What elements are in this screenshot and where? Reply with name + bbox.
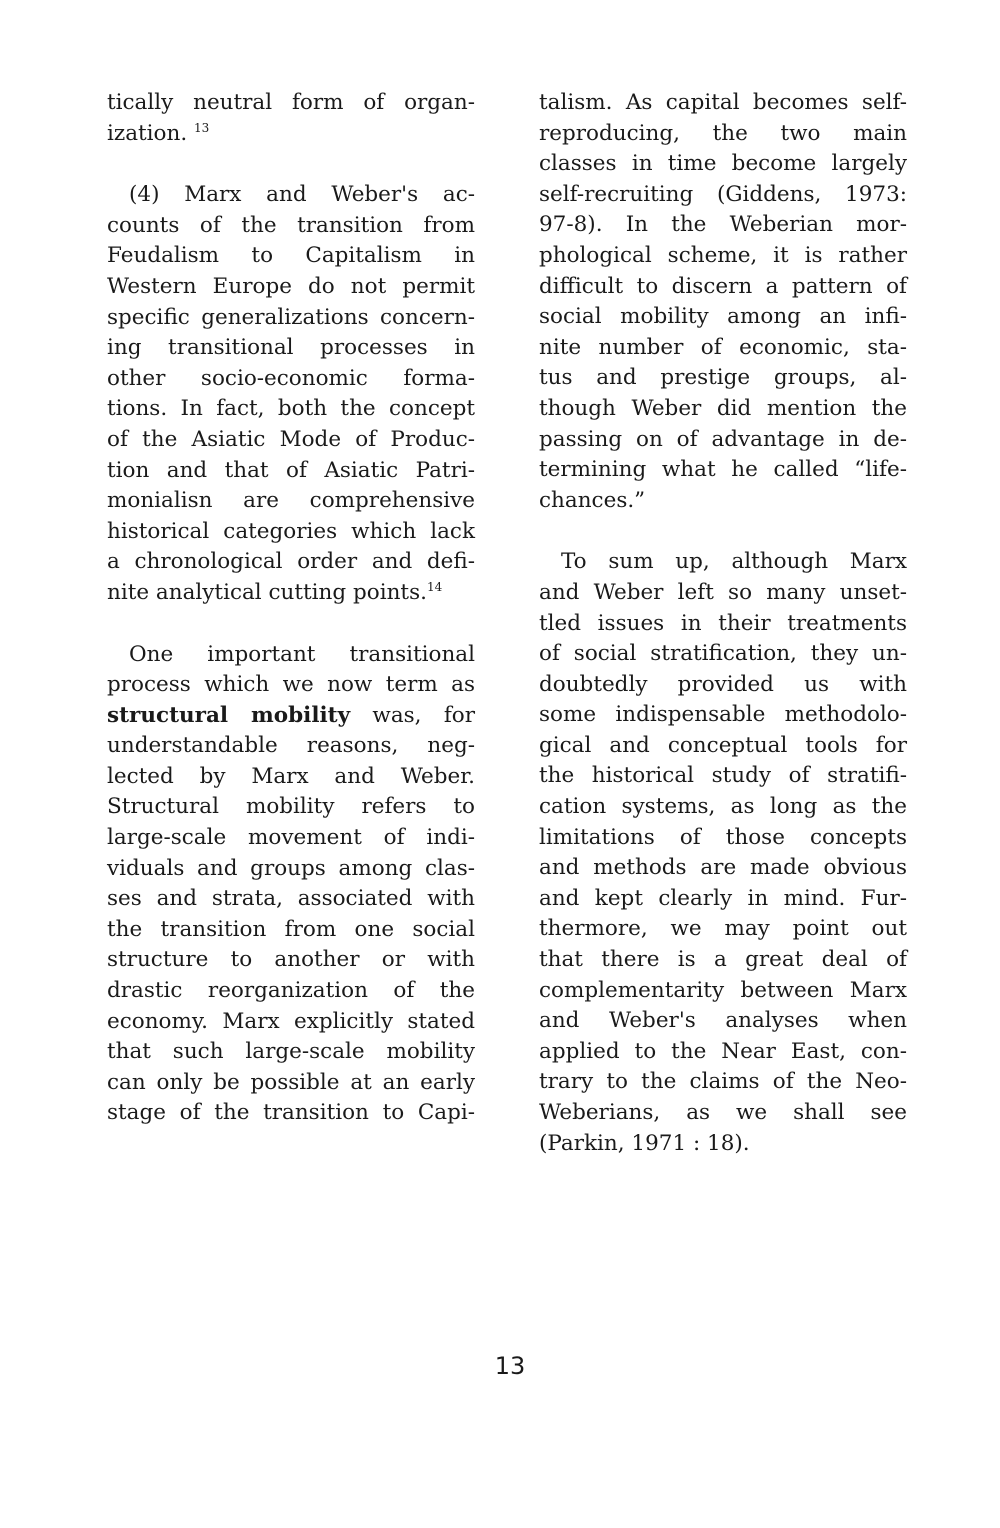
text-fragment: was, for <box>350 702 475 728</box>
text-line: tically neutral form of organ- <box>107 90 475 115</box>
text-line: can only be possible at an early <box>107 1069 475 1095</box>
text-line: One important transitional <box>129 641 475 667</box>
text-line: of social stratification, they un- <box>539 641 907 667</box>
paragraph <box>107 180 475 608</box>
text-line: 97-8). In the Weberian mor- <box>539 212 907 238</box>
text-line: phological scheme, it is rather <box>539 242 907 268</box>
text-line: ing transitional processes in <box>107 335 475 361</box>
text-line: a chronological order and defi- <box>107 549 475 575</box>
text-line: Weberians, as we shall see <box>539 1100 907 1125</box>
text-line: and methods are made obvious <box>539 855 907 881</box>
text-line: monialisn are comprehensive <box>107 488 475 514</box>
text-line: classes in time become largely <box>539 151 907 177</box>
text-line: tus and prestige groups, al- <box>539 365 907 391</box>
text-line: of the Asiatic Mode of Produc- <box>107 426 475 452</box>
text-line: self-recruiting (Giddens, 1973: <box>539 181 907 207</box>
text-fragment: ization. <box>107 120 188 146</box>
text-line: that there is a great deal of <box>539 947 907 973</box>
text-line <box>107 119 475 150</box>
paragraph <box>539 547 907 1159</box>
text-line: passing on of advantage in de- <box>539 426 907 452</box>
text-line: reproducing, the two main <box>539 120 907 146</box>
left-column <box>107 88 475 1160</box>
page-number: 13 <box>494 1352 526 1380</box>
text-line: nite number of economic, sta- <box>539 334 907 360</box>
text-line: though Weber did mention the <box>539 395 907 421</box>
text-line: some indispensable methodolo- <box>539 702 907 728</box>
text-line: applied to the Near East, con- <box>539 1038 907 1064</box>
text-line: drastic reorganization of the <box>107 978 475 1004</box>
text-line: the transition from one social <box>107 916 475 942</box>
text-line: trary to the claims of the Neo- <box>539 1069 907 1095</box>
text-line: and Weber's analyses when <box>539 1008 907 1034</box>
text-line: tion and that of Asiatic Patri- <box>107 457 475 483</box>
text-line: (Parkin, 1971 : 18). <box>539 1130 750 1156</box>
text-line: process which we now term as <box>107 672 475 698</box>
text-line: specific generalizations concern- <box>107 304 475 330</box>
text-line: tions. In fact, both the concept <box>107 396 475 422</box>
text-line: complementarity between Marx <box>539 977 907 1003</box>
text-line: that such large-scale mobility <box>107 1039 475 1065</box>
text-line: cation systems, as long as the <box>539 794 907 820</box>
text-line: the historical study of stratifi- <box>539 763 907 789</box>
text-line: social mobility among an infi- <box>539 304 907 330</box>
text-line: Feudalism to Capitalism in <box>107 243 475 269</box>
text-line: tled issues in their treatments <box>539 610 907 636</box>
text-line: economy. Marx explicitly stated <box>107 1008 475 1034</box>
text-line: stage of the transition to Capi- <box>107 1100 475 1126</box>
text-line: gical and conceptual tools for <box>539 732 907 758</box>
text-line: structure to another or with <box>107 947 475 973</box>
text-line: lected by Marx and Weber. <box>107 763 475 789</box>
text-line: viduals and groups among clas- <box>107 855 475 881</box>
text-line: Structural mobility refers to <box>107 794 475 820</box>
text-line: thermore, we may point out <box>539 916 907 942</box>
text-line: chances.” <box>539 487 646 513</box>
text-line: Western Europe do not permit <box>107 273 475 299</box>
text-line <box>107 578 475 609</box>
text-line: understandable reasons, neg- <box>107 733 475 759</box>
text-line: and Weber left so many unset- <box>539 579 907 605</box>
right-column <box>539 88 907 1190</box>
paragraph <box>539 88 907 516</box>
text-line: ses and strata, associated with <box>107 886 475 912</box>
text-line: historical categories which lack <box>107 518 475 544</box>
text-line: and kept clearly in mind. Fur- <box>539 885 907 911</box>
text-line: other socio-economic forma- <box>107 365 475 391</box>
footnote-marker: 14 <box>426 579 443 594</box>
text-line: counts of the transition from <box>107 212 475 238</box>
paragraph <box>107 88 475 149</box>
text-line: limitations of those concepts <box>539 824 907 850</box>
text-line: (4) Marx and Weber's ac- <box>129 182 475 208</box>
text-line: difficult to discern a pattern of <box>539 273 907 299</box>
emphasized-term: structural mobility <box>107 702 351 728</box>
text-fragment: nite analytical cutting points. <box>107 579 427 605</box>
text-line: termining what he called “life- <box>539 457 907 483</box>
paragraph <box>107 640 475 1130</box>
text-line: talism. As capital becomes self- <box>539 90 907 115</box>
text-line: doubtedly provided us with <box>539 671 907 697</box>
text-line: large-scale movement of indi- <box>107 825 475 851</box>
text-line: To sum up, although Marx <box>561 549 907 575</box>
footnote-marker: 13 <box>194 120 210 135</box>
text-line <box>107 701 475 732</box>
